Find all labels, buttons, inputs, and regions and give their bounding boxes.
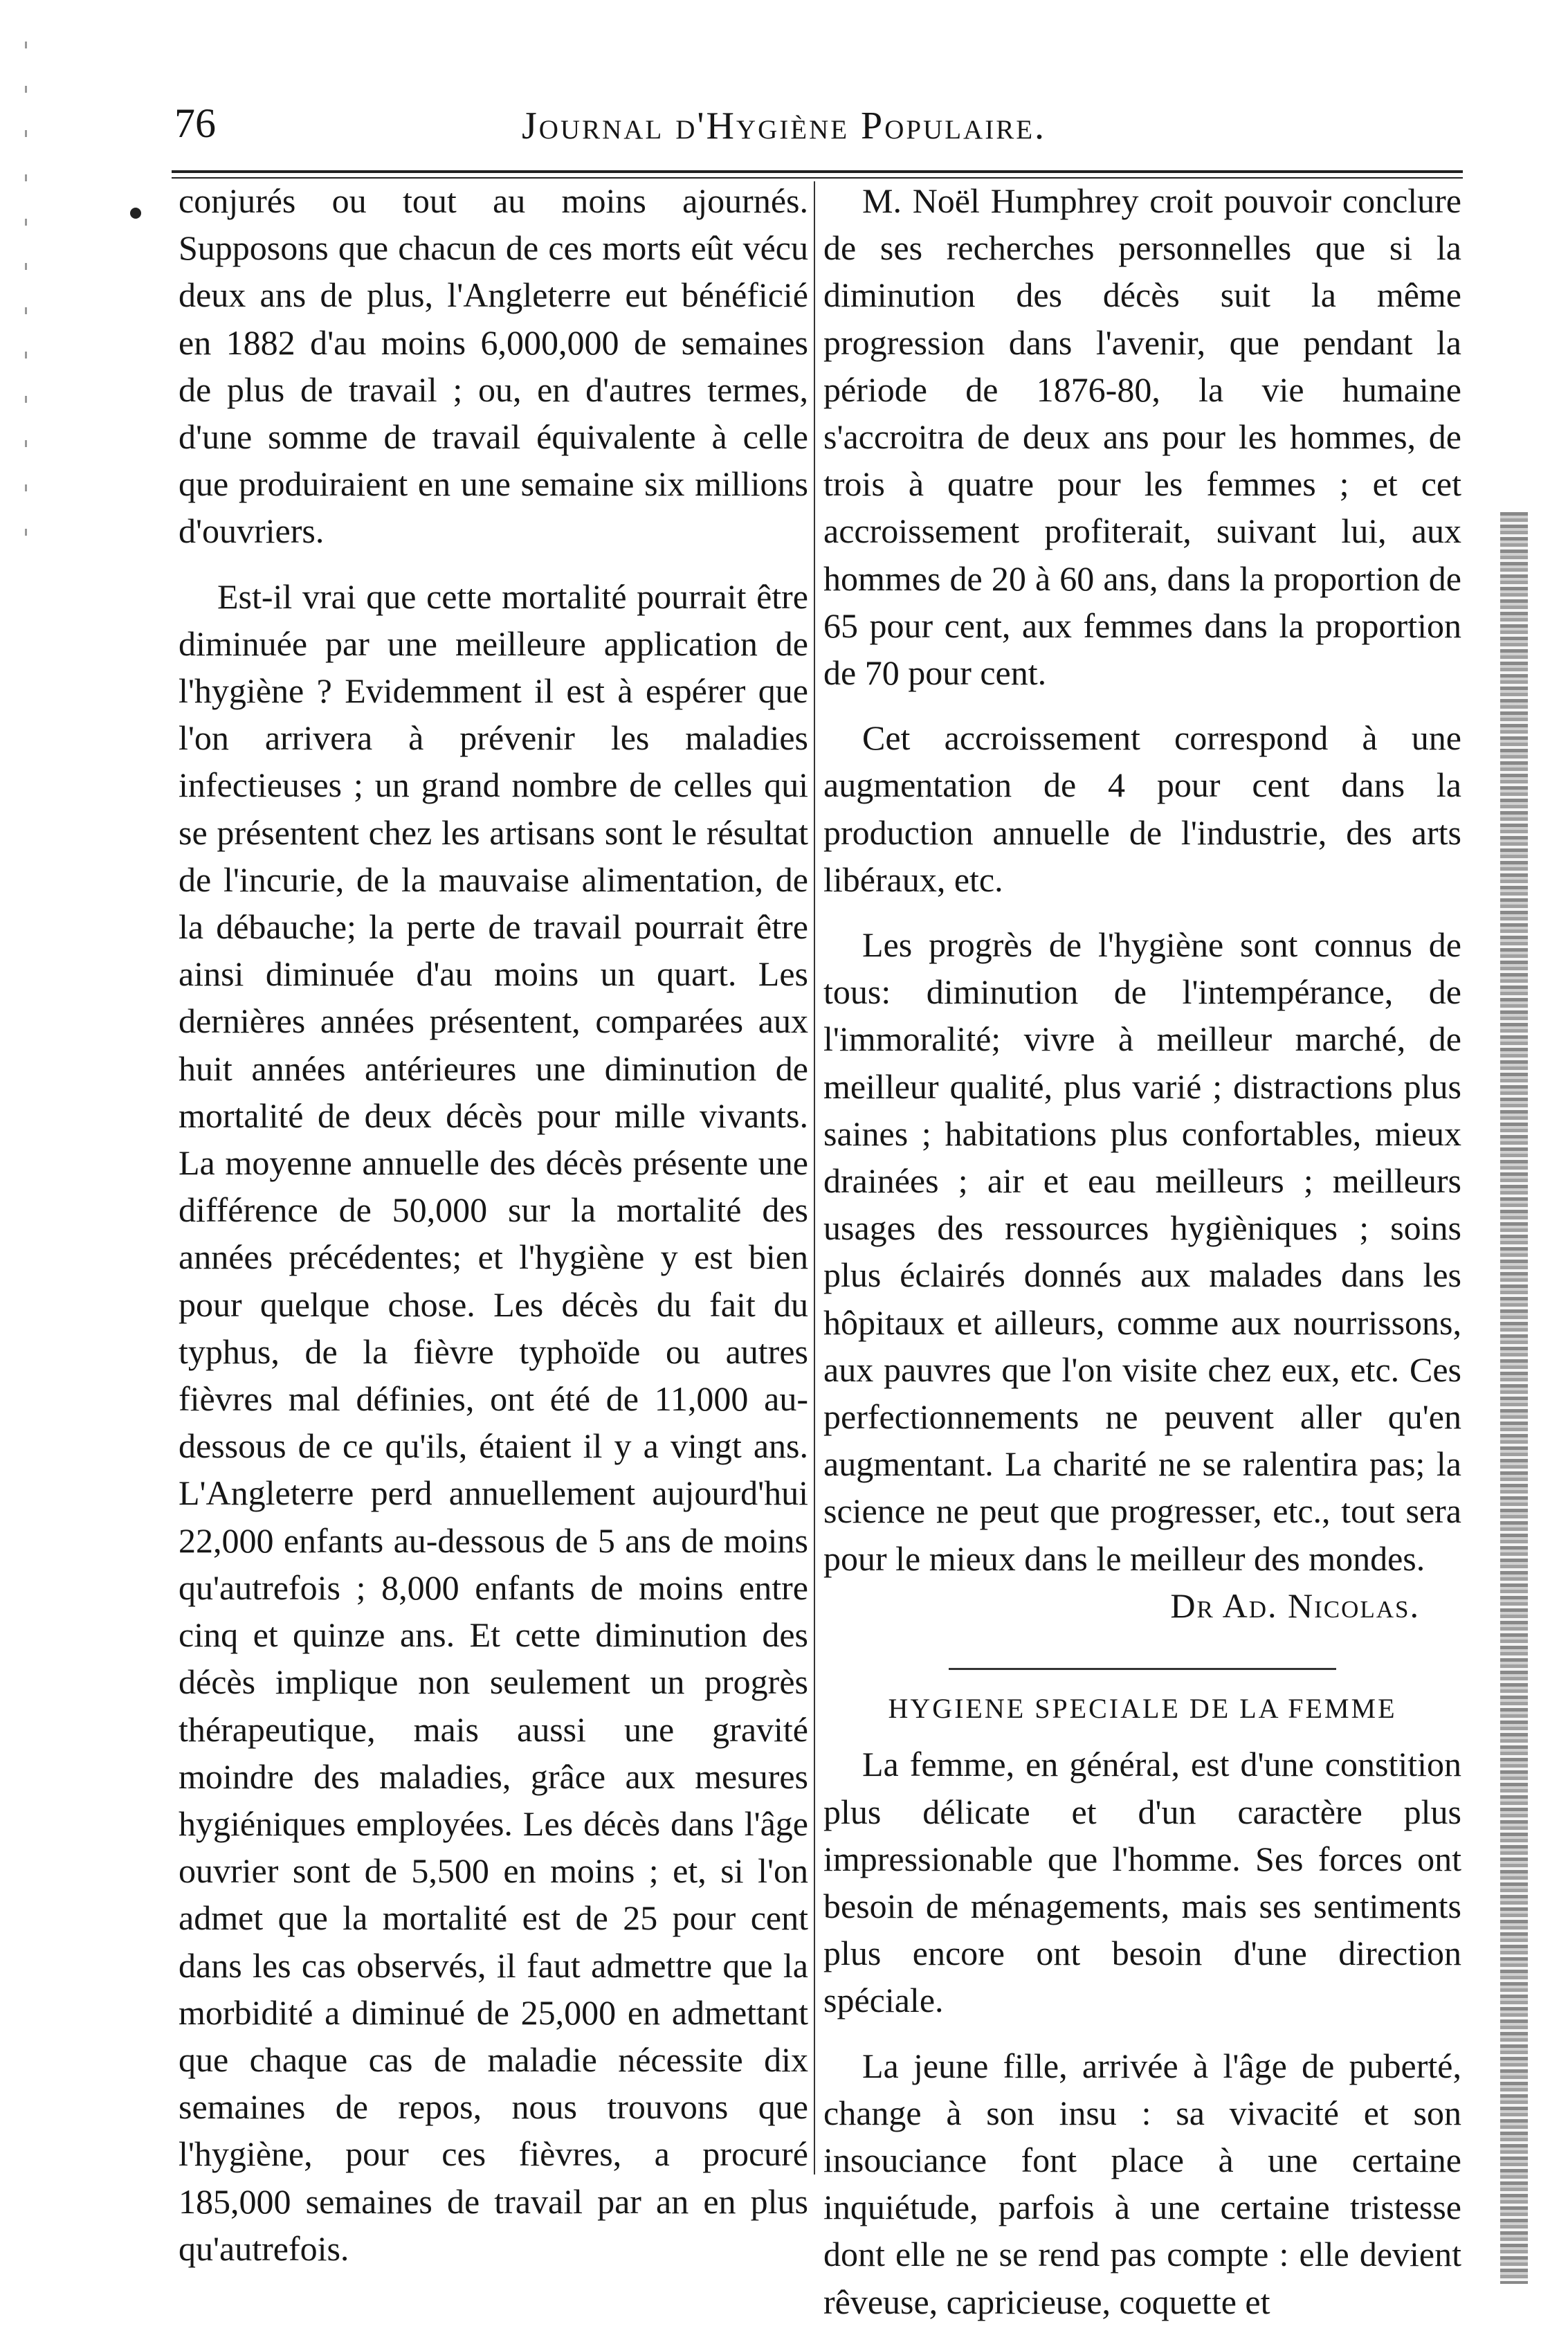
paragraph: conjurés ou tout au moins ajournés. Supposons que chacun de ces morts eût vécu deux ans de plus, l'Angleterre eut bénéficié en 1882 d'au moins 6,000,000 de semaines de plus de travail ; ou, en d'autres termes, d'une somme de travail équivalente à celle que produiraient en une semaine six millions d'ouvriers. bbox=[179, 181, 808, 551]
author-signature: Dr Ad. Nicolas. bbox=[1170, 1586, 1420, 1625]
running-head: Journal d'Hygiène Populaire. bbox=[521, 105, 1047, 147]
paragraph: Est-il vrai que cette mortalité pourrait être diminuée par une meilleure application de l'hygiène ? Evidemment il est à espérer que l'on arrivera à prévenir les maladies infectieuses ; un grand nombre de celles qui se présentent chez les artisans sont le résultat de l'incurie, de la mauvaise alimentation, de la débauche; la perte de travail pourrait être ainsi diminuée d'au moins un quart. Les dernières années présentent, comparées aux huit années antérieures une diminution de mortalité de deux décès pour mille vivants. La moyenne annuelle des décès présente une différence de 50,000 sur la mortalité des années précédentes; et l'hygiène y est bien pour quelque chose. Les décès du fait du typhus, de la fièvre typhoïde ou autres fièvres mal définies, ont été de 11,000 au-dessous de ce qu'ils, étaient il y a vingt ans. L'Angleterre perd annuellement aujourd'hui 22,000 enfants au-dessous de 5 ans de moins qu'autrefois ; 8,000 enfants de moins entre cinq et quinze ans. Et cette diminution des décès implique non seulement un progrès thérapeutique, mais aussi une gravité moindre des maladies, grâce aux mesures hygiéniques employées. Les décès dans l'âge ouvrier sont de 5,500 en moins ; et, si l'on admet que la mortalité est de 25 pour cent dans les cas observés, il faut admettre que la morbidité a diminué de 25,000 en admettant que chaque cas de maladie nécessite dix semaines de repos, nous trouvons que l'hygiène, pour ces fièvres, a procuré 185,000 semaines de travail par an en plus qu'autrefois. bbox=[179, 577, 808, 2268]
bullet-mark bbox=[130, 208, 141, 219]
section-rule bbox=[949, 1668, 1336, 1670]
paragraph: La femme, en général, est d'une constition plus délicate et d'un caractère plus impressionable que l'homme. Ses forces ont besoin de ménagements, mais ses sentiments plus encore ont besoin d'une direction spéciale. bbox=[823, 1745, 1461, 2020]
left-column bbox=[179, 177, 808, 2272]
paragraph: La jeune fille, arrivée à l'âge de puberté, change à son insu : sa vivacité et son insouciance font place à une certaine inquiétude, parfois à une certaine tristesse dont elle ne se rend pas compte : elle devient rêveuse, capricieuse, coquette et bbox=[823, 2046, 1461, 2321]
right-column bbox=[823, 177, 1461, 2325]
column-divider bbox=[814, 181, 815, 2175]
paragraph: Cet accroissement correspond à une augmentation de 4 pour cent dans la production annuelle de l'industrie, des arts libéraux, etc. bbox=[823, 718, 1461, 899]
section-heading: HYGIENE SPECIALE DE LA FEMME bbox=[888, 1693, 1397, 1725]
paragraph: Les progrès de l'hygiène sont connus de tous: diminution de l'intempérance, de l'immoralité; vivre à meilleur marché, de meilleur qualité, plus varié ; distractions plus saines ; habitations plus confortables, mieux drainées ; air et eau meilleurs ; meilleurs usages des ressources hygièniques ; soins plus éclairés donnés aux malades dans les hôpitaux et ailleurs, comme aux nourrissons, aux pauvres que l'on visite chez eux, etc. Ces perfectionnements ne peuvent aller qu'en augmentant. La charité ne se ralentira pas; la science ne peut que progresser, etc., tout sera pour le mieux dans le meilleur des mondes. bbox=[823, 925, 1461, 1578]
paragraph: M. Noël Humphrey croit pouvoir conclure de ses recherches personnelles que si la diminution des décès suit la même progression dans l'avenir, que pendant la période de 1876-80, la vie humaine s'accroitra de deux ans pour les hommes, de trois à quatre pour les femmes ; et cet accroissement profiterait, suivant lui, aux hommes de 20 à 60 ans, dans la proportion de 65 pour cent, aux femmes dans la proportion de 70 pour cent. bbox=[823, 181, 1461, 693]
page-binding-edge bbox=[1500, 512, 1528, 2284]
page-number: 76 bbox=[174, 100, 216, 146]
